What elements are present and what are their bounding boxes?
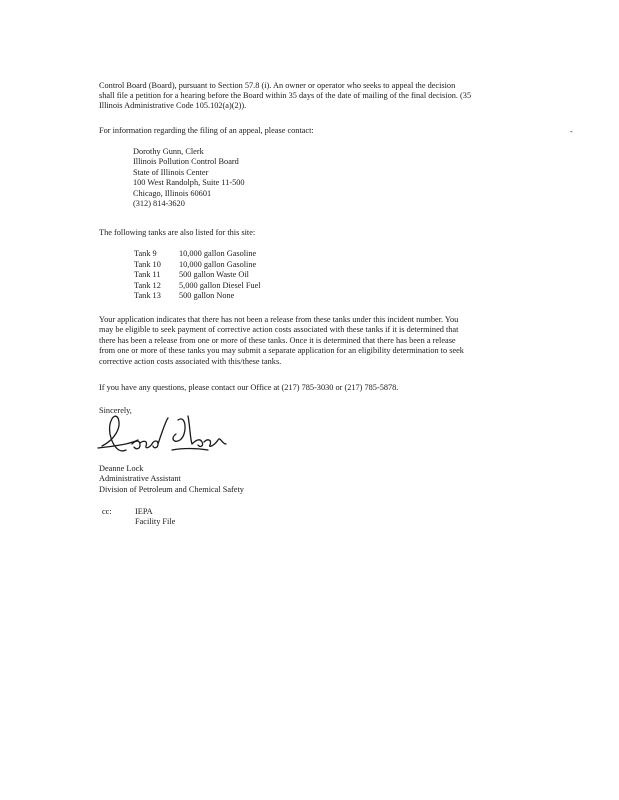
tank-desc: 10,000 gallon Gasoline <box>179 259 257 269</box>
tank-desc: 500 gallon None <box>179 291 235 301</box>
tank-row <box>134 249 261 260</box>
cc-list <box>135 507 175 528</box>
tank-desc: 500 gallon Waste Oil <box>179 270 249 280</box>
intro-line: Control Board (Board), pursuant to Section 57.8 (i). An owner or operator who seeks to appeal the decision <box>99 81 456 90</box>
closing-text: Sincerely, <box>99 406 132 415</box>
release-line: from one or more of these tanks you may submit a separate application for an eligibility determination to seek <box>99 346 464 356</box>
release-line: Your application indicates that there has not been a release from these tanks under this incident number. You <box>99 315 459 324</box>
intro-line: shall file a petition for a hearing before the Board within 35 days of the date of mailing of the final decision. (35 <box>99 91 472 100</box>
intro-line: Illinois Administrative Code 105.102(a)(2)). <box>99 101 247 110</box>
signer-block <box>99 464 244 495</box>
release-paragraph <box>99 315 464 367</box>
tank-label: Tank 10 <box>134 259 161 269</box>
margin-mark: - <box>570 127 573 136</box>
signature-image <box>96 410 236 462</box>
cc-item: Facility File <box>135 517 176 527</box>
tank-label: Tank 11 <box>134 270 161 280</box>
tank-label: Tank 13 <box>134 291 161 301</box>
signer-division: Division of Petroleum and Chemical Safety <box>99 484 244 494</box>
contact-line: Dorothy Gunn, Clerk <box>133 147 204 156</box>
tank-list <box>134 249 261 302</box>
signer-name: Deanne Lock <box>99 464 144 473</box>
cc-item: IEPA <box>135 507 153 516</box>
contact-line: (312) 814-3620 <box>133 198 185 208</box>
appeal-info-text: For information regarding the filing of an appeal, please contact: <box>99 126 314 135</box>
tank-label: Tank 9 <box>134 249 157 258</box>
tank-row <box>134 260 261 271</box>
contact-line: State of Illinois Center <box>133 167 209 177</box>
tank-row <box>134 270 261 281</box>
tank-row <box>134 291 261 302</box>
release-line: corrective action costs associated with this/these tanks. <box>99 356 282 366</box>
signer-title: Administrative Assistant <box>99 474 181 484</box>
tank-desc: 5,000 gallon Diesel Fuel <box>179 280 261 290</box>
questions-text: If you have any questions, please contact our Office at (217) 785-3030 or (217) 785-5878. <box>99 383 399 392</box>
release-line: may be eligible to seek payment of corrective action costs associated with these tanks if it is determined that <box>99 325 459 335</box>
release-line: there has been a release from one or more of these tanks. Once it is determined that there has been a release <box>99 335 456 345</box>
tank-label: Tank 12 <box>134 280 161 290</box>
contact-line: Chicago, Illinois 60601 <box>133 188 212 198</box>
contact-line: 100 West Randolph, Suite 11-500 <box>133 178 245 188</box>
contact-address <box>133 147 245 209</box>
contact-line: Illinois Pollution Control Board <box>133 157 239 167</box>
tanks-intro-text: The following tanks are also listed for this site: <box>99 228 256 237</box>
tank-desc: 10,000 gallon Gasoline <box>179 249 257 258</box>
tank-row <box>134 281 261 292</box>
cc-label: cc: <box>102 507 112 516</box>
